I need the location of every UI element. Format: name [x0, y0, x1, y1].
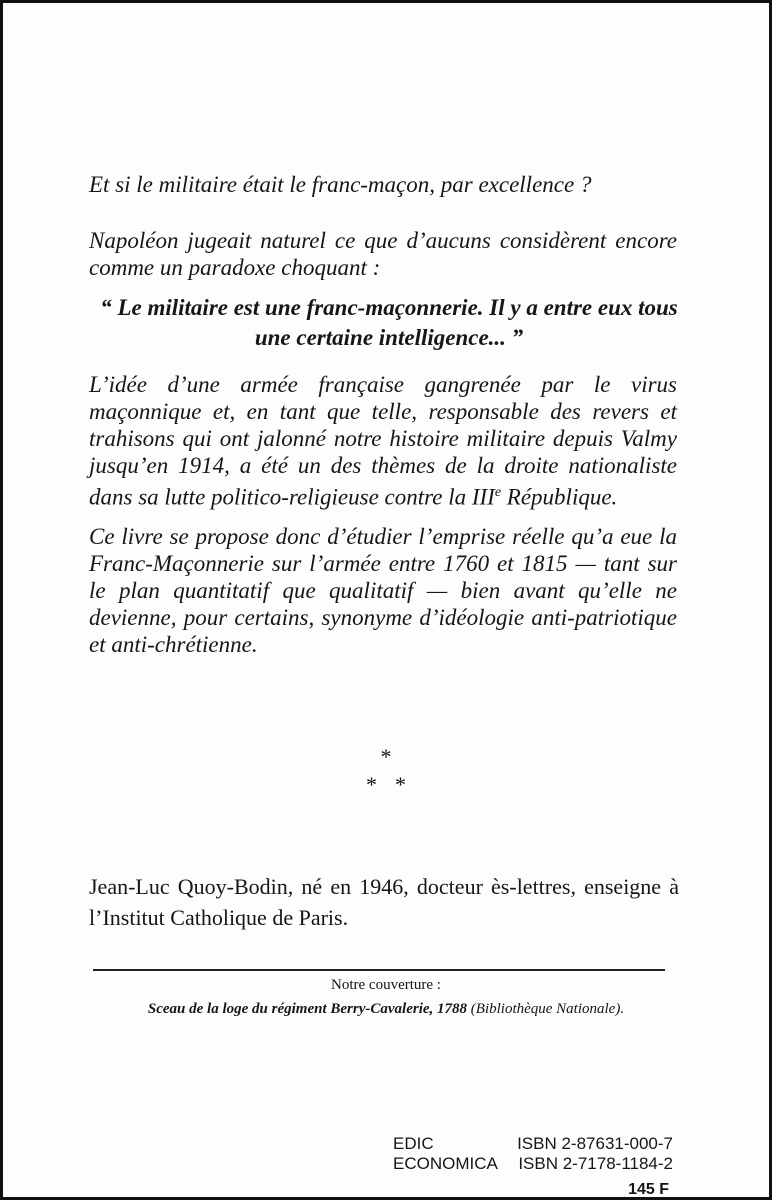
asterism-top: *: [380, 744, 392, 769]
book-purpose-paragraph: Ce livre se propose donc d’étudier l’emprise réelle qu’a eue la Franc-Maçonnerie sur l’armée entre 1760 et 1815 — tant sur le plan quantitatif que qualitatif — bien avant qu’elle ne devienne, pour certains, synonyme d’idéologie anti-patriotique et anti-chrétienne.: [89, 524, 677, 657]
idea-paragraph: L’idée d’une armée française gangrenée par le virus maçonnique et, en tant que telle, responsable des revers et trahisons qui ont jalonné notre histoire militaire depuis Valmy jusqu’en 1914, a été un des thèmes de la droite nationaliste dans sa lutte politico-religieuse contre la IIIe République.: [89, 372, 677, 510]
publisher-name: EDIC: [393, 1134, 434, 1153]
publisher-isbn: ISBN 2-87631-000-7: [517, 1134, 673, 1153]
publisher-row: [393, 1134, 673, 1154]
price: 145 F: [628, 1181, 669, 1198]
intro-question: Et si le militaire était le franc-maçon, par excellence ?: [89, 172, 592, 197]
quote-line-2: une certaine intelligence... ”: [254, 325, 524, 350]
cover-label: Notre couverture :: [331, 977, 441, 993]
publisher-row: [393, 1154, 673, 1174]
asterism: [3, 743, 769, 799]
cover-caption: Sceau de la loge du régiment Berry-Cavalerie, 1788 (Bibliothèque Nationale).: [147, 1001, 625, 1017]
divider-rule: [93, 969, 665, 971]
asterism-bottom: * *: [366, 772, 406, 797]
publisher-name: ECONOMICA: [393, 1154, 498, 1173]
quote-line-1: “ Le militaire est une franc-maçonnerie. Il y a entre eux tous: [100, 295, 678, 320]
author-bio: Jean-Luc Quoy-Bodin, né en 1946, docteur ès-lettres, enseigne à l’Institut Catholique de Paris.: [89, 874, 679, 930]
napoleon-quote: [89, 293, 689, 353]
publisher-isbn: ISBN 2-7178-1184-2: [518, 1154, 673, 1173]
napoleon-paragraph: Napoléon jugeait naturel ce que d’aucuns considèrent encore comme un paradoxe choquant :: [89, 228, 677, 280]
